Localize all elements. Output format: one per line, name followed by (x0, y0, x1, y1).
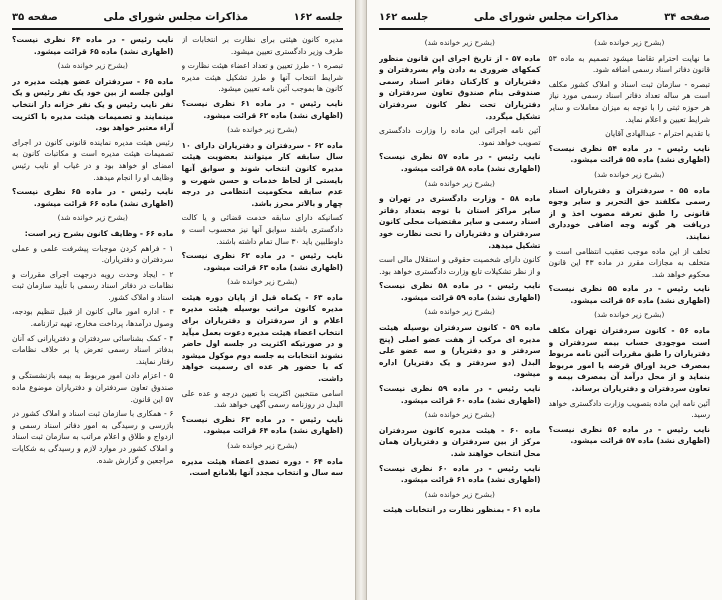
article-paragraph: ماده ۵۷ - از تاریخ اجرای این قانون منظور کمکهای ضروری به دادن وام بسردفتران و دفتریاران و کارکنان دفاتر اسناد رسمی صندوقی بنام صندوق تعاون سردفتران و دفتریاران تحت نظر کانون سردفتران تشکیل میگردد. (379, 53, 541, 121)
right-page-left-column (379, 34, 541, 592)
left-page (0, 0, 356, 600)
article-paragraph: ماده ۵۹ - کانون سردفتران بوسیله هیئت مدیره ای مرکب از هفت عضو اصلی (پنج سردفتر و دو دفتریار) و سه عضو علی البدل (دو سردفتر و یک دفتریار) اداره میشود. (379, 323, 541, 379)
article-paragraph: ماده ۵۸ - وزارت دادگستری در تهران و سایر مراکز استان با توجه بتعداد دفاتر اسناد رسمی و سایر مقتضیات محلی کانون سردفتران و دفتریاران را تحت نظارت خود تشکیل میدهد. (379, 194, 541, 250)
paragraph: ۲ - ایجاد وحدت رویه درجهت اجرای مقررات و نظامات در دفاتر اسناد رسمی با تأیید سازمان ثبت اسناد و املاک کشور. (12, 269, 174, 302)
paragraph: تبصره - سازمان ثبت اسناد و املاک کشور مکلف است هر ساله تعداد دفاتر اسناد رسمی مورد نیاز هر حوزه ثبتی را با توجه به میزان معاملات و سایر شرایط تعیین و اعلام نماید. (548, 79, 710, 124)
read-note: (بشرح زیر خوانده شد) (227, 441, 298, 450)
paragraph: آئین نامه این ماده بتصویب وزارت دادگستری خواهد رسید. (548, 398, 710, 420)
right-page-header (379, 6, 710, 30)
speaker-line: نایب رئیس - در ماده ۵۶ نظری نیست؟ (اظهاری نشد) ماده ۵۷ قرائت میشود. (548, 424, 710, 446)
read-note: (بشرح زیر خوانده شد) (594, 169, 665, 179)
right-page-columns (379, 34, 710, 592)
read-note: (بشرح زیر خوانده شد) (57, 61, 128, 71)
read-note: (بشرح زیر خوانده شد) (424, 307, 495, 317)
paragraph: ما نهایت احترام تقاضا میشود تصمیم به ماده ۵۳ قانون دفاتر اسناد رسمی اضافه شود. (548, 53, 710, 75)
paragraph: ۶ - همکاری با سازمان ثبت اسناد و املاک کشور در بازرسی و رسیدگی به امور دفاتر اسناد رسمی و ازدواج و طلاق و اعلام مراتب به سازمان ثبت اسناد و املاک کشور در موارد لازم و رسیدگی به شکایات مراجعین و گزارش شده. (12, 409, 174, 465)
speaker-line: نایب رئیس - در ماده ۶۰ نظری نیست؟ (اظهاری نشد) ماده ۶۱ قرائت میشود. (379, 463, 541, 485)
article-paragraph: ماده ۶۰ - هیئت مدیره کانون سردفتران مرکز از بین سردفتران و دفتریاران همان محل انتخاب خواهند شد. (379, 425, 541, 458)
paragraph: تبصره ۱ - طرز تعیین و تعداد اعضاء هیئت نظارت و شرایط انتخاب آنها و طرز تشکیل هیئت مدیره کانون ها بموجب آئین نامه تعیین میشود. (181, 61, 343, 94)
paragraph: کسانیکه دارای سابقه خدمت قضائی و یا کالت دادگستری باشند سوابق آنها نیز محسوب است و داوطلبین باید ۳۰ سال تمام داشته باشند. (181, 213, 343, 246)
header-title: مذاکرات مجلس شورای ملی (473, 11, 619, 23)
speaker-line: نایب رئیس - در ماده ۶۱ نظری نیست؟ (اظهاری نشد) ماده ۶۲ قرائت میشود. (181, 98, 343, 120)
paragraph: آئین نامه اجرائی این ماده را وزارت دادگستری تصویب خواهد نمود. (379, 126, 541, 147)
read-note: (بشرح زیر خوانده شد) (424, 489, 495, 499)
article-paragraph: ماده ۶۴ - دوره تصدی اعضاء هیئت مدیره سه سال و انتخاب مجدد آنها بلامانع است. (181, 456, 343, 478)
session-label: جلسه ۱۶۲ (293, 11, 343, 23)
read-note: (بشرح زیر خوانده شد) (424, 410, 495, 420)
paragraph: ۵ - اعزام دادن امور مربوط به بیمه بازنشستگی و صندوق تعاون سردفتران و دفتریاران موضوع ماده ۵۷ این قانون. (12, 371, 174, 404)
speaker-line: نایب رئیس - در ماده ۵۸ نظری نیست؟ (اظهاری نشد) ماده ۵۹ قرائت میشود. (379, 281, 541, 302)
paragraph: ۱ - فراهم کردن موجبات پیشرفت علمی و عملی سردفتران و دفتریاران. (12, 243, 174, 265)
speaker-line: نایب رئیس - در ماده ۶۳ نظری نیست؟ (اظهاری نشد) ماده ۶۴ قرائت میشود. (181, 414, 343, 436)
paragraph: رئیس هیئت مدیره نماینده قانونی کانون در اجرای تصمیمات هیئت مدیره است و مکاتبات کانون به امضای او خواهد بود و در غیاب او نایب رئیس وظایف او را انجام میدهد. (12, 137, 174, 182)
speaker-line: نایب رئیس - در ماده ۶۲ نظری نیست؟ (اظهاری نشد) ماده ۶۳ قرائت میشود. (181, 251, 343, 272)
speaker-line: نایب رئیس - در ماده ۶۴ نظری نیست؟ (اظهاری نشد) ماده ۶۵ قرائت میشود. (12, 35, 174, 56)
read-note: (بشرح زیر خوانده شد) (594, 38, 665, 47)
read-note: (بشرح زیر خوانده شد) (594, 310, 665, 320)
read-note: (بشرح زیر خوانده شد) (227, 277, 298, 287)
article-paragraph: ماده ۵۶ - کانون سردفتران تهران مکلف است موجودی حساب بیمه سردفتران و دفتریاران را طبق مقررات آئین نامه مربوط بمصرف خرید اوراق قرضه یا امور مربوط بنماید و از محل درآمد آن بمصرف بیمه و تعاون سردفتران و دفتریاران برساند. (548, 326, 710, 394)
paragraph: ۴ - کمک بشناسائی سردفتران و دفتریارانی که آنان بدفاتر اسناد رسمی تعرض یا بر خلاف نظامات رفتار نمایند. (12, 333, 174, 366)
paragraph: با تقدیم احترام - عبدالهادی آقایان (605, 129, 710, 139)
paragraph: مدیره کانون هیئتی برای نظارت بر انتخابات از طرف وزیر دادگستری تعیین میشود. (181, 35, 343, 56)
right-page-right-column (549, 34, 711, 592)
article-paragraph: ماده ۶۲ - سردفتران و دفتریاران دارای ۱۰ سال سابقه کار میتوانند بعضویت هیئت مدیره کانون انتخاب شوند و سوابق آنها بایستی از لحاظ خدمات و حسن شهرت و عدم سابقه محکومیت انتظامی در درجه چهار و بالاتر محرز باشد. (181, 140, 343, 208)
read-note: (بشرح زیر خوانده شد) (57, 213, 128, 223)
read-note: (بشرح زیر خوانده شد) (424, 38, 495, 47)
page-number: صفحه ۳۵ (12, 11, 58, 23)
book-gutter (356, 0, 366, 600)
speaker-line: نایب رئیس - در ماده ۵۴ نظری نیست؟ (اظهاری نشد) ماده ۵۵ قرائت میشود. (548, 143, 710, 165)
speaker-line: نایب رئیس - در ماده ۵۷ نظری نیست؟ (اظهاری نشد) ماده ۵۸ قرائت میشود. (379, 152, 541, 173)
article-paragraph: ماده ۵۵ - سردفتران و دفتریاران اسناد رسمی مکلفند حق التحریر و سایر وجوه قانونی را طبق تعرفه مصوب اخذ و از دریافت هر گونه وجه اضافی خودداری نمایند. (548, 185, 710, 241)
left-page-header (12, 6, 343, 30)
left-page-left-column (12, 34, 174, 592)
article-paragraph: ماده ۶۵ - سردفتران عضو هیئت مدیره در اولین جلسه از بین خود یک نفر رئیس و یک نفر نایب رئیس و یک نفر خزانه دار انتخاب مینمایند و تصمیمات هیئت مدیره با اکثریت آراء معتبر خواهد بود. (12, 76, 174, 133)
speaker-line: نایب رئیس - در ماده ۵۵ نظری نیست؟ (اظهاری نشد) ماده ۵۶ قرائت میشود. (548, 284, 710, 305)
right-page (366, 0, 722, 600)
header-title: مذاکرات مجلس شورای ملی (103, 11, 249, 23)
read-note: (بشرح زیر خوانده شد) (227, 125, 298, 135)
article-paragraph: ماده ۶۶ - وظایف کانون بشرح زیر است: (24, 228, 174, 238)
paragraph: تخلف از این ماده موجب تعقیب انتظامی است و متخلف به مجازات مقرر در ماده ۴۳ این قانون محکوم خواهد شد. (548, 246, 710, 279)
paragraph: ۳ - اداره امور مالی کانون از قبیل تنظیم بودجه، وصول درآمدها، پرداخت مخارج، تهیه ترازنامه. (12, 307, 174, 329)
session-label: جلسه ۱۶۲ (379, 11, 429, 23)
article-paragraph: ماده ۶۳ - یکماه قبل از پایان دوره هیئت مدیره کانون مراتب بوسیله هیئت مدیره اعلام و از سردفتران و دفتریاران برای انتخاب اعضاء هیئت مدیره دعوت بعمل میآید و در صورتیکه اکثریت در جلسه اول حاضر نشوند انتخابات به جلسه دوم موکول میشود که با حضور هر عده ای رسمیت خواهد داشت. (181, 292, 343, 384)
speaker-line: نایب رئیس - در ماده ۵۹ نظری نیست؟ (اظهاری نشد) ماده ۶۰ قرائت میشود. (379, 384, 541, 405)
read-note: (بشرح زیر خوانده شد) (424, 178, 495, 188)
paragraph: کانون دارای شخصیت حقوقی و استقلال مالی است و از نظر تشکیلات تابع وزارت دادگستری خواهد بود. (379, 255, 541, 276)
left-page-right-column (182, 34, 344, 592)
page-number: صفحه ۳۴ (664, 11, 710, 23)
speaker-line: نایب رئیس - در ماده ۶۵ نظری نیست؟ (اظهاری نشد) ماده ۶۶ قرائت میشود. (12, 187, 174, 208)
paragraph: اسامی منتخبین اکثریت با تعیین درجه و عده علی البدل در روزنامه رسمی آگهی خواهد شد. (181, 388, 343, 410)
left-page-columns (12, 34, 343, 592)
article-paragraph: ماده ۶۱ - بمنظور نظارت در انتخابات هیئت (382, 505, 541, 515)
